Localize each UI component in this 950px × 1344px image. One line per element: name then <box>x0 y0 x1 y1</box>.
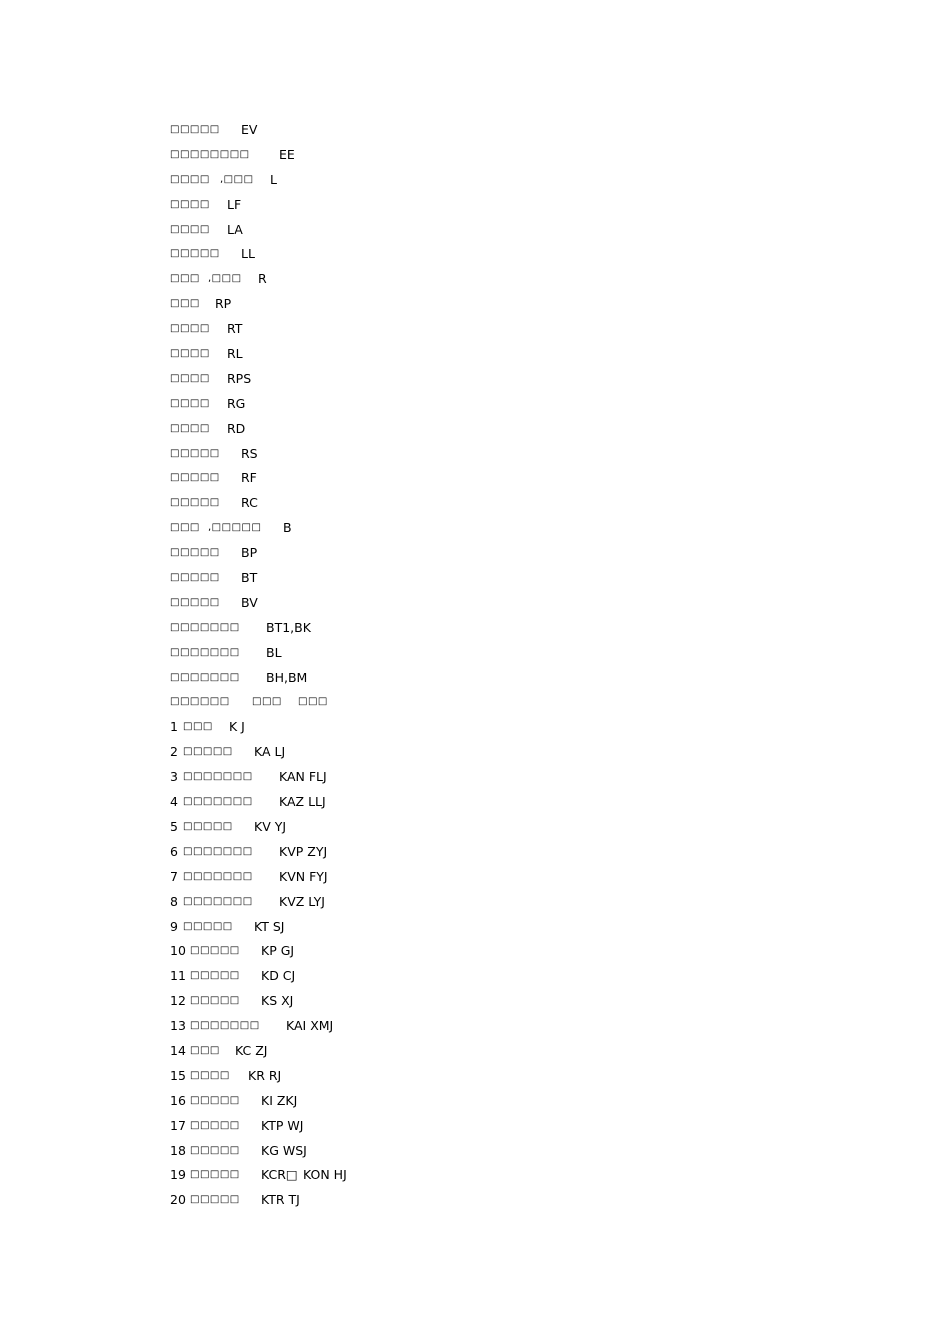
item-label: □□□□ <box>170 198 210 210</box>
item-code: RP <box>215 296 232 312</box>
item-label-alt: ,□□□ <box>220 173 254 185</box>
item-code: LL <box>241 246 255 262</box>
item-label: □□□□□ <box>190 1119 240 1131</box>
item-number: 15 <box>170 1067 186 1083</box>
item-code: KAI XMJ <box>286 1018 334 1034</box>
item-label: □□□□□ <box>170 248 220 260</box>
item-label: □□□□□ <box>170 472 220 484</box>
item-code: RT <box>227 321 243 337</box>
item-number: 6 <box>170 843 178 859</box>
item-label: □□□□□□□ <box>183 796 253 808</box>
item-label-alt: ,□□□ <box>208 273 242 285</box>
item-number: 1 <box>170 719 178 735</box>
item-number: 4 <box>170 794 178 810</box>
item-label: □□□□□□□ <box>183 895 253 907</box>
item-label: □□□□□ <box>190 1144 240 1156</box>
item-code: RC <box>241 495 258 511</box>
item-label: □□□□□ <box>170 497 220 509</box>
item-label: □□□□□□□ <box>183 845 253 857</box>
item-label: □□□□□ <box>170 596 220 608</box>
item-number: 12 <box>170 993 186 1009</box>
item-code: RF <box>241 470 257 486</box>
item-label: □□□□ <box>170 173 210 185</box>
item-number: 17 <box>170 1117 186 1133</box>
item-code: BP <box>241 545 258 561</box>
item-code: LA <box>227 221 243 237</box>
item-code: K J <box>229 719 245 735</box>
item-label: □□□□□□□ <box>190 1020 260 1032</box>
item-code: R <box>258 271 267 287</box>
item-label: □□□□□□ <box>170 696 230 708</box>
item-code: EE <box>279 146 295 162</box>
item-label: □□□□□ <box>190 995 240 1007</box>
item-code: KAZ LLJ <box>279 794 326 810</box>
item-label: □□□□□ <box>170 547 220 559</box>
item-code: RL <box>227 346 243 362</box>
item-label: □□□□ <box>170 422 210 434</box>
item-label: □□□□ <box>170 323 210 335</box>
item-label: □□□ <box>190 1044 220 1056</box>
item-number: 16 <box>170 1092 186 1108</box>
item-code: KVP ZYJ <box>279 843 328 859</box>
item-label: □□□□□□□ <box>170 671 240 683</box>
item-label: □□□□□□□ <box>170 646 240 658</box>
item-code: RG <box>227 395 246 411</box>
item-code: KD CJ <box>261 968 296 984</box>
item-label: □□□□ <box>170 397 210 409</box>
item-label: □□□□□□□□ <box>170 148 250 160</box>
item-number: 5 <box>170 818 178 834</box>
item-code: KTP WJ <box>261 1117 304 1133</box>
item-code: BT <box>241 570 258 586</box>
item-code: KVN FYJ <box>279 868 328 884</box>
item-number: 19 <box>170 1167 186 1183</box>
item-code: KT SJ <box>254 918 285 934</box>
item-code: RPS <box>227 370 252 386</box>
item-label: □□□□□ <box>170 124 220 135</box>
item-number: 10 <box>170 943 186 959</box>
item-code: KV YJ <box>254 818 287 834</box>
item-code: KVZ LYJ <box>279 893 325 909</box>
item-label: □□□□□ <box>183 746 233 758</box>
item-label: □□□□ <box>170 348 210 360</box>
item-code-alt: KON HJ <box>303 1167 347 1183</box>
item-number: 2 <box>170 744 178 760</box>
item-number: 8 <box>170 893 178 909</box>
item-code: BT1,BK <box>266 619 311 635</box>
item-code: KTR TJ <box>261 1192 300 1208</box>
item-label: □□□□□ <box>170 572 220 584</box>
item-label: □□□□□□□ <box>183 771 253 783</box>
item-code: RS <box>241 445 258 461</box>
item-number: 7 <box>170 868 178 884</box>
item-label: □□□□ <box>190 1069 230 1081</box>
item-label: □□□□□ <box>190 945 240 957</box>
item-label: □□□□□ <box>170 447 220 459</box>
item-code: KR RJ <box>248 1067 282 1083</box>
item-code: B <box>283 520 292 536</box>
item-label: □□□ <box>170 273 200 285</box>
item-extra: □□□ <box>298 696 328 708</box>
item-code: KA LJ <box>254 744 286 760</box>
item-code: LF <box>227 196 242 212</box>
item-code: RD <box>227 420 246 436</box>
item-label: □□□□ <box>170 223 210 235</box>
item-label: □□□ <box>170 522 200 534</box>
item-code: BV <box>241 594 258 610</box>
item-number: 20 <box>170 1192 186 1208</box>
item-label: □□□□□ <box>190 1169 240 1181</box>
item-label: □□□ <box>170 298 200 310</box>
item-label: □□□□□□□ <box>170 621 240 633</box>
item-label: □□□□ <box>170 372 210 384</box>
item-code: KS XJ <box>261 993 294 1009</box>
item-code: KAN FLJ <box>279 769 327 785</box>
item-label: □□□□□ <box>183 920 233 932</box>
item-code: L <box>270 171 277 187</box>
item-number: 11 <box>170 968 186 984</box>
item-label: □□□□□ <box>190 1094 240 1106</box>
item-number: 18 <box>170 1142 186 1158</box>
item-label: □□□□□ <box>190 1194 240 1206</box>
item-code: BL <box>266 644 282 660</box>
item-number: 13 <box>170 1018 186 1034</box>
item-code: EV <box>241 122 258 137</box>
item-number: 9 <box>170 918 178 934</box>
item-code: KP GJ <box>261 943 295 959</box>
item-number: 14 <box>170 1042 186 1058</box>
item-label: □□□□□□□ <box>183 870 253 882</box>
item-code: KI ZKJ <box>261 1092 298 1108</box>
item-label: □□□□□ <box>183 820 233 832</box>
item-code: BH,BM <box>266 669 308 685</box>
item-code: KG WSJ <box>261 1142 307 1158</box>
item-code: KC ZJ <box>235 1042 268 1058</box>
item-code: □□□ <box>252 696 282 708</box>
item-label: □□□□□ <box>190 970 240 982</box>
item-code: KCR□ <box>261 1167 298 1183</box>
item-label-alt: ,□□□□□ <box>208 522 262 534</box>
item-number: 3 <box>170 769 178 785</box>
item-label: □□□ <box>183 721 213 733</box>
